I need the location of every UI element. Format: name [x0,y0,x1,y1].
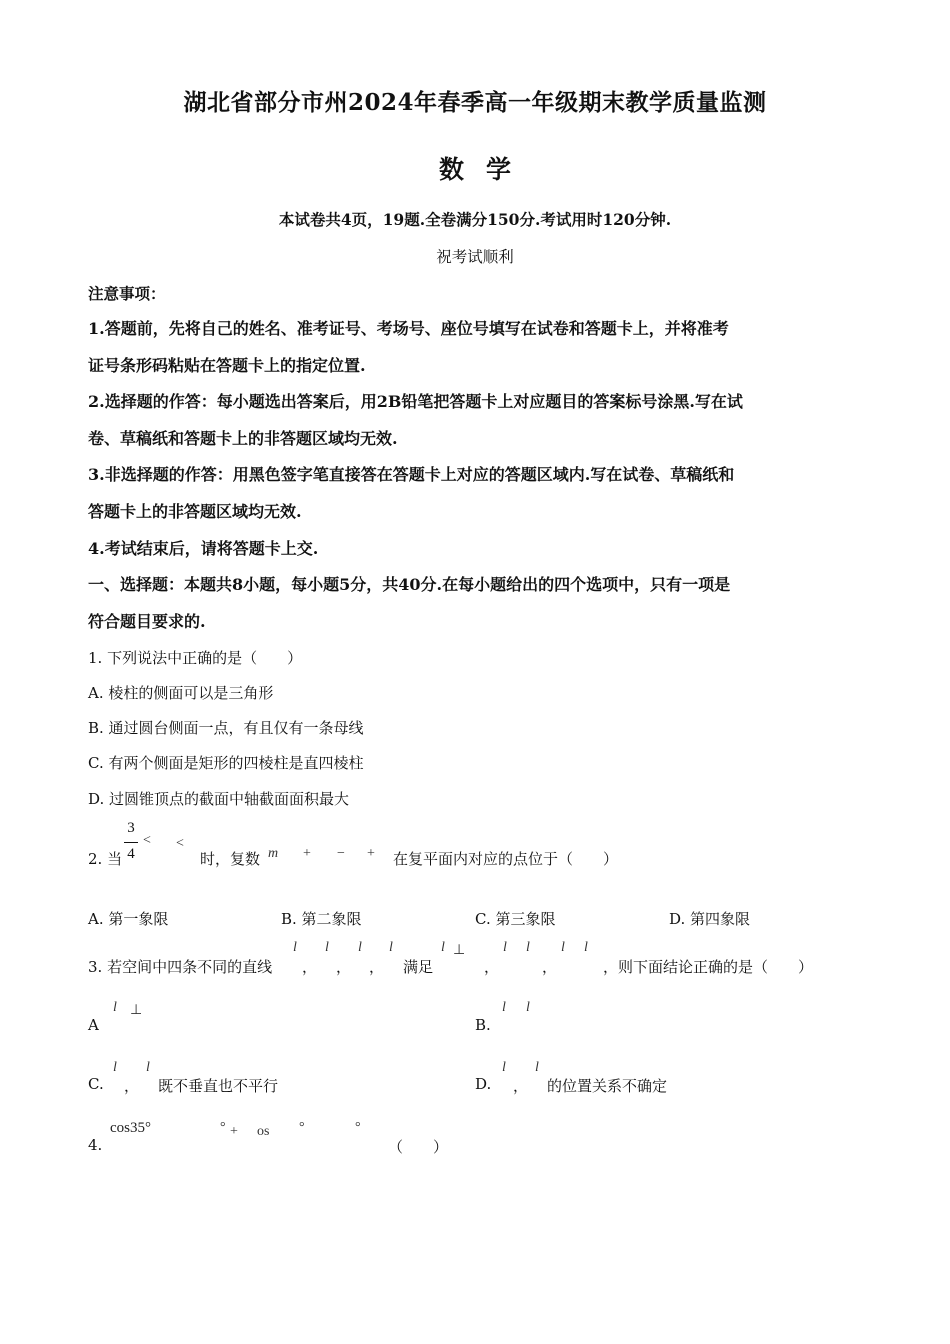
question-1-option-c: C. 有两个侧面是矩形的四棱柱是直四棱柱 [88,754,364,772]
good-luck-line: 祝考试顺利 [436,248,514,266]
line-l: l [113,1060,117,1075]
line-l: l [293,940,297,955]
question-3-option-a: A [88,1016,99,1034]
comma: ， [542,958,558,976]
question-2-option-a: A. 第一象限 [88,910,169,928]
line-l: l [502,1060,506,1075]
notice-line: 4.考试结束后，请将答题卡上交. [88,539,319,558]
line-l: l [526,1000,530,1015]
question-4-number: 4. [88,1136,103,1154]
notice-line: 3.非选择题的作答：用黑色签字笔直接答在答题卡上对应的答题区域内.写在试卷、草稿纸和 [88,465,735,484]
fraction-numerator: 3 [127,820,135,836]
notice-line: 卷、草稿纸和答题卡上的非答题区域均无效. [88,429,398,448]
degree-sign: ° [299,1120,305,1135]
question-3-option-c-text: 既不垂直也不平行 [158,1077,279,1095]
line-l: l [358,940,362,955]
question-1-option-b: B. 通过圆台侧面一点，有且仅有一条母线 [88,719,364,737]
question-3-option-d: D. [475,1075,492,1093]
notice-line: 1.答题前，先将自己的姓名、准考证号、考场号、座位号填写在试卷和答题卡上，并将准考 [88,319,729,338]
notice-line: 证号条形码粘贴在答题卡上的指定位置. [88,356,366,375]
line-l: l [502,1000,506,1015]
variable-m: m [268,846,279,861]
question-3-tail: ，则下面结论正确的是（ ） [603,958,814,976]
plus-sign: + [303,846,311,861]
question-1-option-a: A. 棱柱的侧面可以是三角形 [88,684,274,702]
page-title: 湖北省部分市州2024年春季高一年级期末教学质量监测 [183,89,767,116]
line-l: l [561,940,565,955]
question-2-option-c: C. 第三象限 [475,910,556,928]
notice-line: 2.选择题的作答：每小题选出答案后，用2B铅笔把答题卡上对应题目的答案标号涂黑.写在试 [88,392,743,411]
subject-heading: 数学 [438,155,533,184]
section-heading: 一、选择题：本题共8小题，每小题5分，共40分.在每小题给出的四个选项中，只有一项是 [88,575,731,594]
question-3-option-b: B. [475,1016,491,1034]
line-l: l [325,940,329,955]
comma: ， [369,958,385,976]
question-1-option-d: D. 过圆锥顶点的截面中轴截面面积最大 [88,790,350,808]
question-3-option-d-text: 的位置关系不确定 [547,1077,668,1095]
plus-sign: + [230,1124,238,1139]
line-l: l [113,1000,117,1015]
line-l: l [584,940,588,955]
math-os-fragment: os [257,1124,270,1139]
fraction-bar [124,842,138,843]
question-3-stem: 3. 若空间中四条不同的直线 [88,958,273,976]
notice-heading: 注意事项： [88,284,166,303]
line-l: l [503,940,507,955]
question-2-option-d: D. 第四象限 [669,910,751,928]
degree-sign: ° [220,1120,226,1135]
section-heading-cont: 符合题目要求的. [88,612,206,631]
line-l: l [441,940,445,955]
comma: ， [484,958,500,976]
line-l: l [146,1060,150,1075]
minus-sign: − [337,846,345,861]
question-2-number: 2. 当 [88,850,123,868]
perpendicular-sign: ⊥ [130,1003,143,1018]
question-1-stem: 1. 下列说法中正确的是（ ） [88,649,303,667]
question-2-tail: 在复平面内对应的点位于（ ） [393,850,619,868]
line-l: l [526,940,530,955]
comma: ， [124,1077,140,1095]
plus-sign: + [367,846,375,861]
notice-line: 答题卡上的非答题区域均无效. [88,502,302,521]
comma: ， [513,1077,529,1095]
question-3-condition: 满足 [403,958,434,976]
math-cos35: cos35° [110,1120,151,1136]
less-than-sign: < [143,833,151,848]
fraction-denominator: 4 [127,846,135,862]
comma: ， [302,958,318,976]
line-l: l [535,1060,539,1075]
question-2-option-b: B. 第二象限 [281,910,362,928]
question-4-answer-bracket: （ ） [388,1138,449,1156]
question-2-text: 时，复数 [200,850,261,868]
question-3-option-c: C. [88,1075,104,1093]
degree-sign: ° [355,1120,361,1135]
perpendicular-sign: ⊥ [453,943,466,958]
comma: ， [336,958,352,976]
less-than-sign: < [176,836,184,851]
exam-info: 本试卷共4页，19题.全卷满分150分.考试用时120分钟. [278,210,672,229]
line-l: l [389,940,393,955]
